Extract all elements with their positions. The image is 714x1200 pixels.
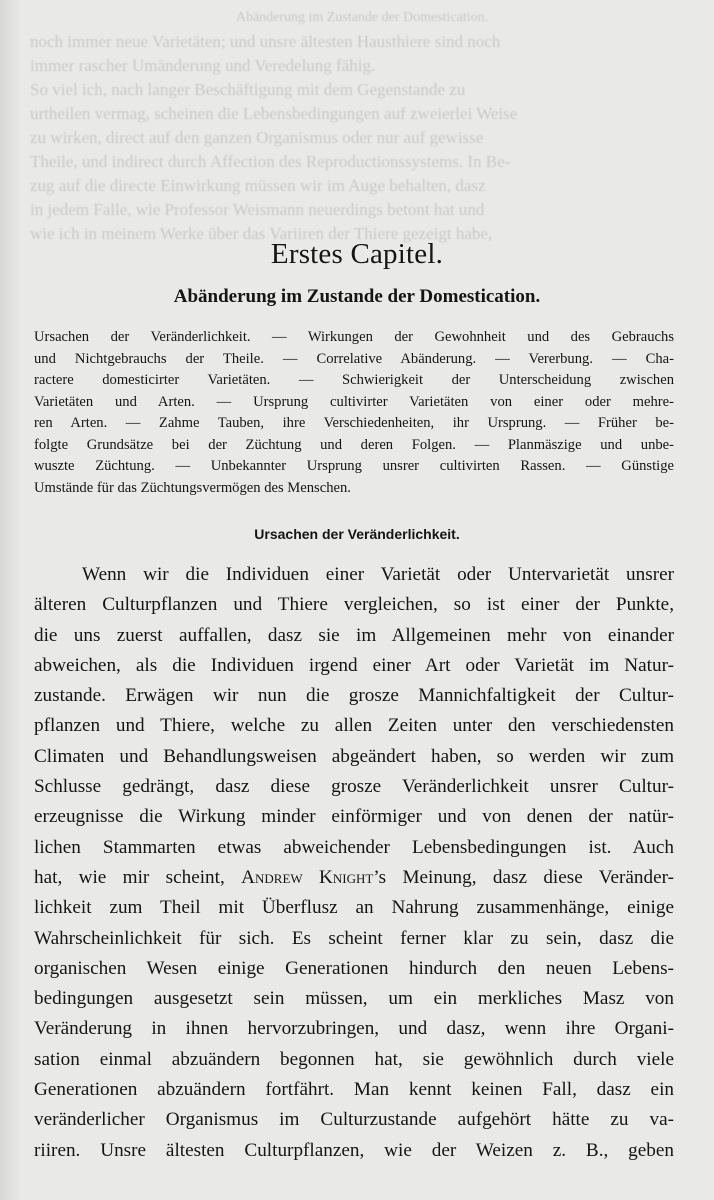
section-heading: Ursachen der Veränderlichkeit. [254,526,460,542]
body-line-segment: hat, wie mir scheint, [34,866,242,888]
body-line: Schlusse gedrängt, dasz diese grosze Veränderlichkeit unsrer Cultur- [34,776,674,798]
body-line-segment: ’s Meinung, dasz diese Veränder- [373,866,674,888]
body-line: Climaten und Behandlungsweisen abgeändert haben, so werden wir zum [34,745,674,767]
summary-line: ren Arten. — Zahme Tauben, ihre Verschiedenheiten, ihr Ursprung. — Früher be- [34,415,674,431]
bleed-through-line: zu wirken, direct auf den ganzen Organismus oder nur auf gewisse [30,128,484,147]
bleed-through-line: Theile, und indirect durch Affection des Reproductionssystems. In Be- [30,152,511,171]
body-line: die uns zuerst auffallen, dasz sie im Allgemeinen mehr von einander [34,624,674,646]
chapter-summary [34,327,674,499]
summary-line: wuszte Züchtung. — Unbekannter Ursprung unsrer cultivirten Rassen. — Günstige [34,458,674,474]
body-line: organischen Wesen einige Generationen hindurch den neuen Lebens- [34,957,674,979]
summary-line: Umstände für das Züchtungsvermögen des Menschen. [34,479,351,496]
summary-line: folgte Grundsätze bei der Züchtung und deren Folgen. — Planmäszige und unbe- [34,436,674,453]
summary-line: Ursachen der Veränderlichkeit. — Wirkungen der Gewohnheit und des Gebrauchs [34,329,674,345]
body-line-with-name [34,863,674,893]
body-line: zustande. Erwägen wir nun die grosze Mannichfaltigkeit der Cultur- [34,685,674,707]
bleed-through-line: wie ich in meinem Werke über das Variiren der Thiere gezeigt habe, [30,224,493,243]
bleed-through-text [30,0,694,243]
author-name: Andrew Knight [241,866,374,888]
page-gutter-shadow [0,0,22,1200]
summary-line: und Nichtgebrauchs der Theile. — Correlative Abänderung. — Vererbung. — Cha- [34,350,674,367]
summary-line: Varietäten und Arten. — Ursprung cultivirter Varietäten von einer oder mehre- [34,393,674,410]
bleed-through-line: immer rascher Umänderung und Veredelung fähig. [30,56,376,75]
bleed-through-line: noch immer neue Varietäten; und unsre ältesten Hausthiere sind noch [30,32,501,51]
body-line: sation einmal abzuändern begonnen hat, sie gewöhnlich durch viele [34,1048,674,1070]
body-line: riiren. Unsre ältesten Culturpflanzen, wie der Weizen z. B., geben [34,1139,674,1161]
bleed-through-line: zug auf die directe Einwirkung müssen wir im Auge behalten, dasz [30,176,486,195]
body-paragraph [34,560,674,1166]
body-line: älteren Culturpflanzen und Thiere vergleichen, so ist einer der Punkte, [34,594,674,616]
body-line: abweichen, als die Individuen irgend einer Art oder Varietät im Natur- [34,654,674,676]
body-line: Veränderung in ihnen hervorzubringen, und dasz, wenn ihre Organi- [34,1018,674,1040]
chapter-subtitle: Abänderung im Zustande der Domestication. [173,286,541,307]
bleed-through-line: So viel ich, nach langer Beschäftigung mit dem Gegenstande zu [30,80,466,99]
body-line: veränderlicher Organismus im Culturzustande aufgehört hätte zu va- [34,1109,674,1131]
body-line: lichen Stammarten etwas abweichender Lebensbedingungen ist. Auch [34,836,674,858]
summary-line: ractere domesticirter Varietäten. — Schwierigkeit der Unterscheidung zwischen [34,372,674,388]
body-line: erzeugnisse die Wirkung minder einförmiger und von denen der natür- [34,806,674,828]
body-line: Generationen abzuändern fortfährt. Man kennt keinen Fall, dasz ein [34,1079,674,1101]
body-line: bedingungen ausgesetzt sein müssen, um ein merkliches Masz von [34,988,674,1010]
bleed-through-line: urtheilen vermag, scheinen die Lebensbedingungen auf zweierlei Weise [30,104,518,123]
body-line: Wenn wir die Individuen einer Varietät oder Untervarietät unsrer [82,564,674,585]
bleed-through-header: Abänderung im Zustande der Domestication. [235,10,489,25]
bleed-through-line: in jedem Falle, wie Professor Weismann neuerdings betont hat und [30,200,485,219]
chapter-title: Erstes Capitel. [270,238,444,270]
body-line: Wahrscheinlichkeit für sich. Es scheint ferner klar zu sein, dasz die [34,927,674,949]
body-line: lichkeit zum Theil mit Überflusz an Nahrung zusammenhänge, einige [34,897,674,919]
body-line: pflanzen und Thiere, welche zu allen Zeiten unter den verschiedensten [34,715,674,737]
